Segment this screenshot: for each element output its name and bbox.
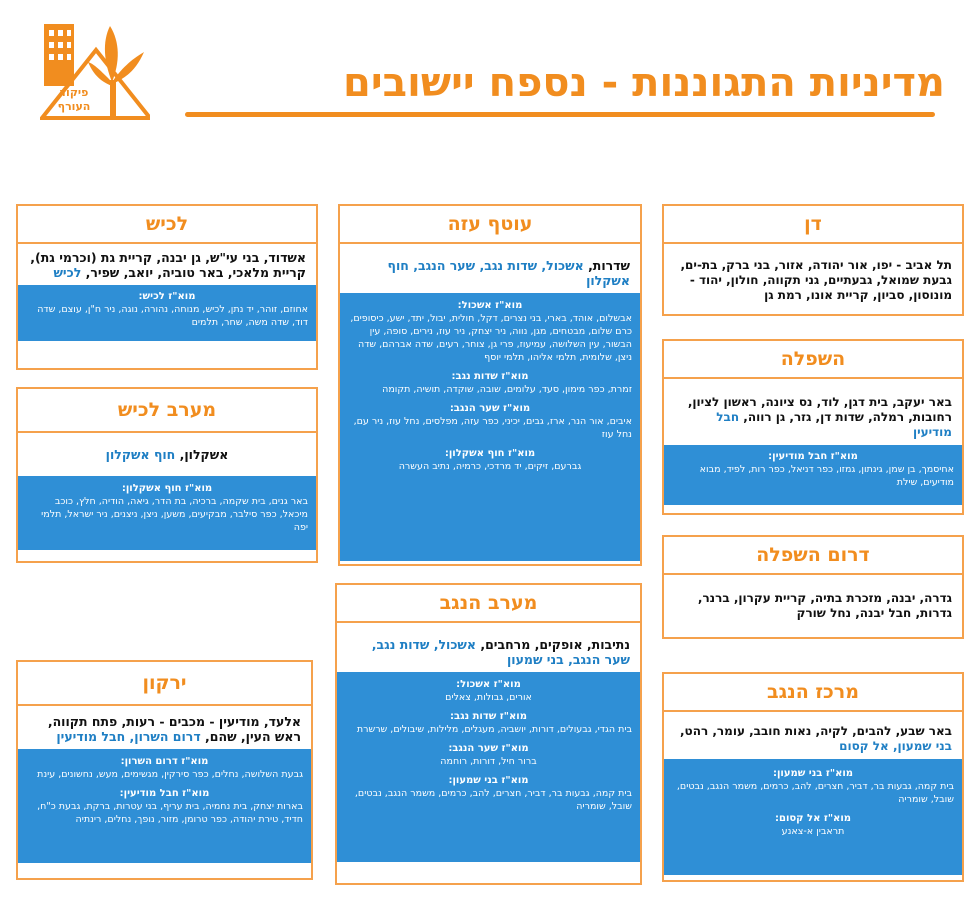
council-title: מוא"ז לכיש: bbox=[138, 291, 196, 302]
region-cities bbox=[664, 379, 962, 445]
council-panel bbox=[18, 476, 316, 550]
council-title: מוא"ז בני שמעון: bbox=[448, 775, 529, 786]
region-cities: גדרה, יבנה, מזכרת בתיה, קריית עקרון, ברנר, גדרות, חבל יבנה, נחל שורק bbox=[697, 591, 952, 620]
council-list: בית קמה, גבעות בר, דביר, חצרים, להב, כרמים, משמר הנגב, נבטים, שובל, שומריה bbox=[354, 788, 632, 812]
region-darom-shfela bbox=[662, 535, 964, 639]
region-maarav-negev bbox=[335, 583, 642, 885]
home-front-command-logo bbox=[40, 22, 150, 128]
council-title: מוא"ז דרום השרון: bbox=[120, 756, 209, 767]
region-councils: חבל מודיעין bbox=[716, 410, 952, 439]
council-list: בית קמה, גבעות בר, דביר, חצרים, להב, כרמים, משמר הנגב, נבטים, שובל, שומריה bbox=[676, 781, 954, 805]
council-panel bbox=[18, 749, 311, 863]
region-name: ירקון bbox=[18, 662, 311, 706]
region-cities bbox=[340, 244, 640, 293]
council-title: מוא"ז בני שמעון: bbox=[772, 768, 854, 779]
region-name: מערב לכיש bbox=[18, 389, 316, 433]
council-title: מוא"ז חבל מודיעין: bbox=[119, 788, 210, 799]
council-panel bbox=[340, 293, 640, 561]
region-councils: דרום השרון, חבל מודיעין bbox=[56, 729, 201, 744]
council-title: מוא"ז שדות נגב: bbox=[451, 371, 529, 382]
council-title: מוא"ז אשכול: bbox=[457, 300, 523, 311]
region-councils: לכיש bbox=[53, 265, 82, 280]
council-list: אחיסמך, בן שמן, גינתון, גמזו, כפר דניאל, כפר רות, לפיד, מבוא מודיעים, שילת bbox=[699, 464, 954, 488]
council-title: מוא"ז חוף אשקלון: bbox=[444, 448, 536, 459]
region-maarav-lachish bbox=[16, 387, 318, 563]
region-cities bbox=[18, 244, 316, 285]
council-title: מוא"ז חוף אשקלון: bbox=[121, 483, 213, 494]
council-list: איבים, אור הנר, ארז, גבים, יכיני, כפר עזה, מפלסים, נחל עוז, ניר עם, נחל עוז bbox=[353, 416, 632, 440]
region-cities bbox=[18, 433, 316, 476]
region-cities-text: באר יעקב, בית דגן, לוד, נס ציונה, ראשון לציון, רחובות, רמלה, שדות דן, גזר, גן רווה, bbox=[687, 395, 952, 424]
region-name: עוטף עזה bbox=[340, 206, 640, 244]
region-cities-text: אשדוד, בני עי"ש, גן יבנה, קריית גת (וכרמי גת), קריית מלאכי, באר טוביה, יואב, שפיר, bbox=[30, 250, 306, 280]
region-merkaz-negev bbox=[662, 672, 964, 882]
council-list: בית הגדי, גבעולים, דורות, יושביה, מעגלים, מלילות, שיבולים, שרשרת bbox=[356, 724, 632, 735]
council-title: מוא"ז אשכול: bbox=[456, 679, 521, 690]
council-title: מוא"ז חבל מודיעין: bbox=[768, 451, 858, 462]
council-list: זמרת, כפר מימון, סעד, עלומים, שובה, שוקדה, תושיה, תקומה bbox=[382, 384, 632, 395]
region-name: השפלה bbox=[664, 341, 962, 379]
region-name: מרכז הנגב bbox=[664, 674, 962, 712]
council-list: תראבין א-צאנע bbox=[781, 826, 845, 837]
council-title: מוא"ז שער הנגב: bbox=[448, 743, 529, 754]
council-list: אורים, גבולות, צאלים bbox=[445, 692, 532, 703]
council-list: בארות יצחק, בית נחמיה, בית עריף, בני עטרות, ברקת, גבעת כ"ח, חדיד, טירת יהודה, כפר טרומן, מזור, נופך, נחלים, רינתיה bbox=[37, 801, 303, 825]
council-title: מוא"ז שדות נגב: bbox=[450, 711, 527, 722]
council-list: אבשלום, אוהד, בארי, בני נצרים, דקל, חולית, יבול, יתד, ישע, כיסופים, כרם שלום, מבטחים, מגן, נווה, ניר יצחק, ניר עוז, נירים, סופה, עין הבשור, עין השלושה, עמיעוז, פרי גן, צוחר, רעים, שדה אברהם, שדה ניצן, שלומית, תלמי אליהו, תלמי יוסף bbox=[350, 313, 632, 363]
region-cities-text: נתיבות, אופקים, מרחבים, bbox=[480, 637, 630, 652]
council-list: באר גנים, בית שקמה, ברכיה, בת הדר, גיאה, הודיה, חלץ, כוכב מיכאל, כפר סילבר, מבקיעים, משען, ניצן, ניצנים, ניר ישראל, תלמי יפה bbox=[41, 496, 308, 533]
region-cities: תל אביב - יפו, אור יהודה, אזור, בני ברק, בת-ים, גבעת שמואל, גבעתיים, גני תקווה, חולון, יהוד - מונוסון, סביון, קריית אונו, רמת גן bbox=[680, 258, 952, 302]
logo-text-2: העורף bbox=[57, 100, 91, 113]
region-councils: חוף אשקלון bbox=[105, 447, 176, 462]
council-panel bbox=[664, 759, 962, 875]
region-otef-aza bbox=[338, 204, 642, 566]
region-dan bbox=[662, 204, 964, 316]
council-panel bbox=[18, 285, 316, 341]
council-title: מוא"ז שער הנגב: bbox=[449, 403, 531, 414]
region-name: מערב הנגב bbox=[337, 585, 640, 623]
region-yarkon bbox=[16, 660, 313, 880]
region-cities-text: אשקלון, bbox=[179, 447, 229, 462]
council-panel bbox=[337, 672, 640, 862]
region-shfela bbox=[662, 339, 964, 515]
council-list: אחוזם, זוהר, יד נתן, לכיש, מנוחה, נהורה, נוגה, ניר ח"ן, עוצם, שדה דוד, שדה משה, שחר, תלמים bbox=[37, 304, 308, 328]
council-panel bbox=[664, 445, 962, 505]
council-title: מוא"ז אל קסום: bbox=[774, 813, 851, 824]
region-cities-text: אלעד, מודיעין - מכבים - רעות, פתח תקווה, ראש העין, שהם, bbox=[47, 714, 301, 744]
council-list: גבעת השלושה, נחלים, כפר סירקין, מגשימים, מעש, נחשונים, עינת bbox=[37, 769, 303, 780]
region-cities bbox=[337, 623, 640, 672]
title-underline bbox=[185, 112, 935, 117]
region-cities bbox=[664, 712, 962, 759]
council-list: ברור חיל, דורות, רוחמה bbox=[440, 756, 537, 767]
region-councils: אשכול, שדות נגב, שער הנגב, חוף אשקלון bbox=[387, 258, 630, 288]
council-list: גברעם, זיקים, יד מרדכי, כרמיה, נתיב העשרה bbox=[398, 461, 582, 472]
logo-text-1: פיקוד bbox=[59, 86, 89, 99]
region-councils: אשכול, שדות נגב, שער הנגב, בני שמעון bbox=[371, 637, 630, 667]
region-cities-text: באר שבע, להבים, לקיה, נאות חובב, עומר, רהט, bbox=[680, 724, 952, 738]
region-cities-text: שדרות, bbox=[588, 258, 630, 273]
region-name: לכיש bbox=[18, 206, 316, 244]
page-title: מדיניות התגוננות - נספח יישובים bbox=[343, 60, 945, 106]
region-name: דרום השפלה bbox=[664, 537, 962, 575]
region-name: דן bbox=[664, 206, 962, 244]
region-councils: בני שמעון, אל קסום bbox=[839, 739, 952, 753]
region-cities bbox=[18, 706, 311, 749]
region-lachish bbox=[16, 204, 318, 370]
